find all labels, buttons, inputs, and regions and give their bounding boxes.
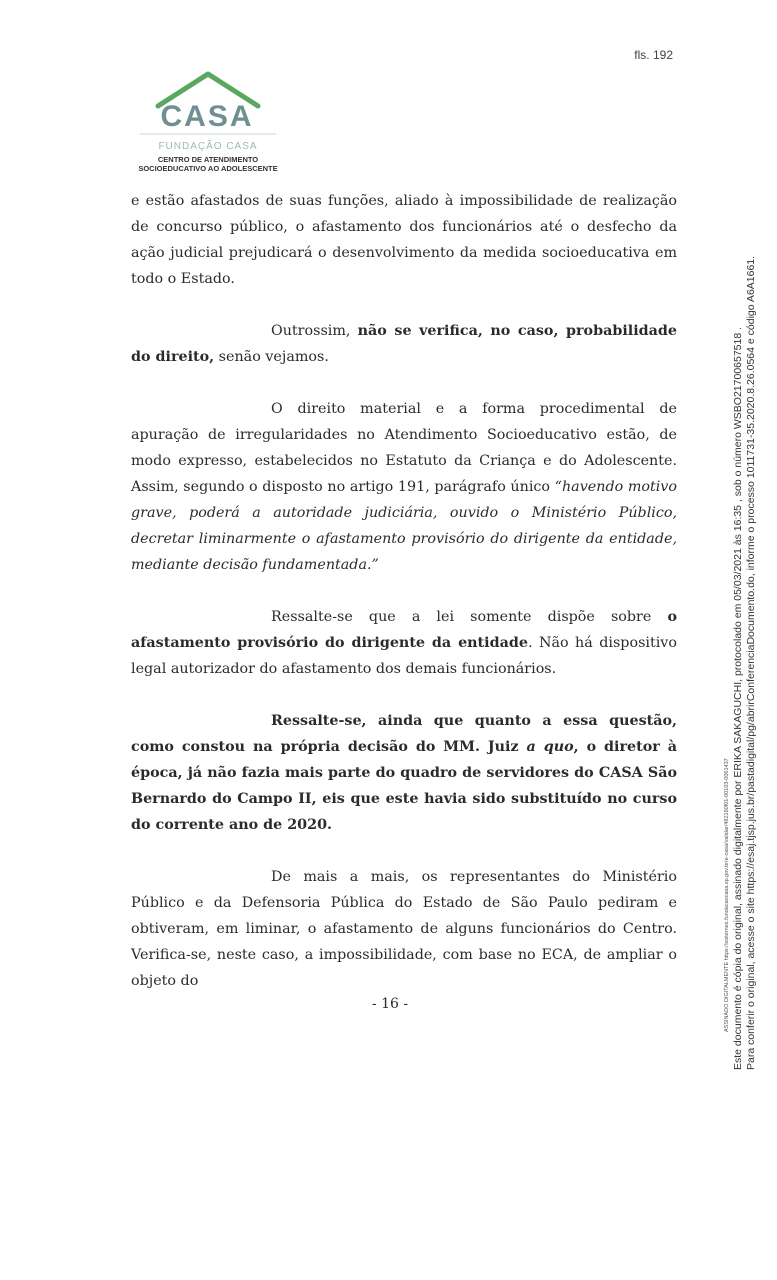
p2-bold: não se verifica, no caso, probabilidade do direito, [131,323,677,365]
fundacao-casa-logo [128,70,288,175]
p3-text: O direito material e a forma procedimental de apuração de irregularidades no Atendimento Socioeducativo estão, de modo expresso, estabelecidos no Estatuto da Criança e do Adolescente. Assim, segundo o disposto no artigo 191, parágrafo único [131,401,677,495]
logo-subtitle: FUNDAÇÃO CASA [158,141,258,152]
p2-text: Outrossim, [271,323,358,339]
stamp-line-1: Este documento é cópia do original, assinado digitalmente por ERIKA SAKAGUCHI, protocolado em 05/03/2021 às 16:35 , sob o número WSBO2170065751​8 . [732,326,744,1070]
logo-wordmark: CASA [160,100,254,133]
p4-text-end: . Não há dispositivo legal autorizador do afastamento dos demais funcionários. [131,635,677,677]
stamp-line-2: Para conferir o original, acesse o site https://esaj.tjsp.jus.br/pastadigital/pg/abrirConferenciaDocumento.do, informe o processo 1011731-35.2020.8.26.0564 e código A6A1661. [745,255,757,1070]
p4-text: Ressalte-se que a lei somente dispõe sobre [271,609,668,625]
p2-text-end: senão vejamos. [214,349,329,365]
paragraph-3 [131,396,677,578]
logo-caption-line2: SOCIOEDUCATIVO AO ADOLESCENTE [138,164,278,173]
paragraph-6: De mais a mais, os representantes do Ministério Público e da Defensoria Pública do Estado de São Paulo pediram e obtiveram, em liminar, o afastamento de alguns funcionários do Centro. Verifica-se, neste caso, a impossibilidade, com base no ECA, de ampliar o objeto do [131,869,677,989]
p3-quote: “havendo motivo grave, poderá a autoridade judiciária, ouvido o Ministério Público, decretar liminarmente o afastamento provisório do dirigente da entidade, mediante decisão fundamentada.” [131,479,677,573]
p4-bold: o afastamento provisório do dirigente da entidade [131,609,677,651]
document-body [131,188,677,1020]
page-number: - 16 - [371,996,409,1012]
paragraph-5 [131,708,677,838]
paragraph-4 [131,604,677,682]
folio-number: fls. 192 [634,48,673,62]
logo-caption-line1: CENTRO DE ATENDIMENTO [157,155,259,164]
paragraph-2 [131,318,677,370]
paragraph-1: e estão afastados de suas funções, aliado à impossibilidade de realização de concurso público, o afastamento dos funcionários até o desfecho da ação judicial prejudicará o desenvolvimento da medida socioeducativa em todo o Estado. [131,193,677,287]
p5-text-end: , o diretor à época, já não fazia mais parte do quadro de servidores do CASA São Bernardo do Campo II, eis que este havia sido substituído no curso do corrente ano de 2020. [131,739,677,833]
digital-signature-stamp [722,256,758,1070]
p5-italic: a quo [526,739,574,755]
p5-text: Ressalte-se, ainda que quanto a essa questão, como constou na própria decisão do MM. Juiz [131,713,677,755]
stamp-tiny-line: ASSINADO DIGITALMENTE https://esiternes.fundacaocasa.sp.gov.br/e-casa/validar/482160f01-00103-0061437 [724,758,730,1032]
